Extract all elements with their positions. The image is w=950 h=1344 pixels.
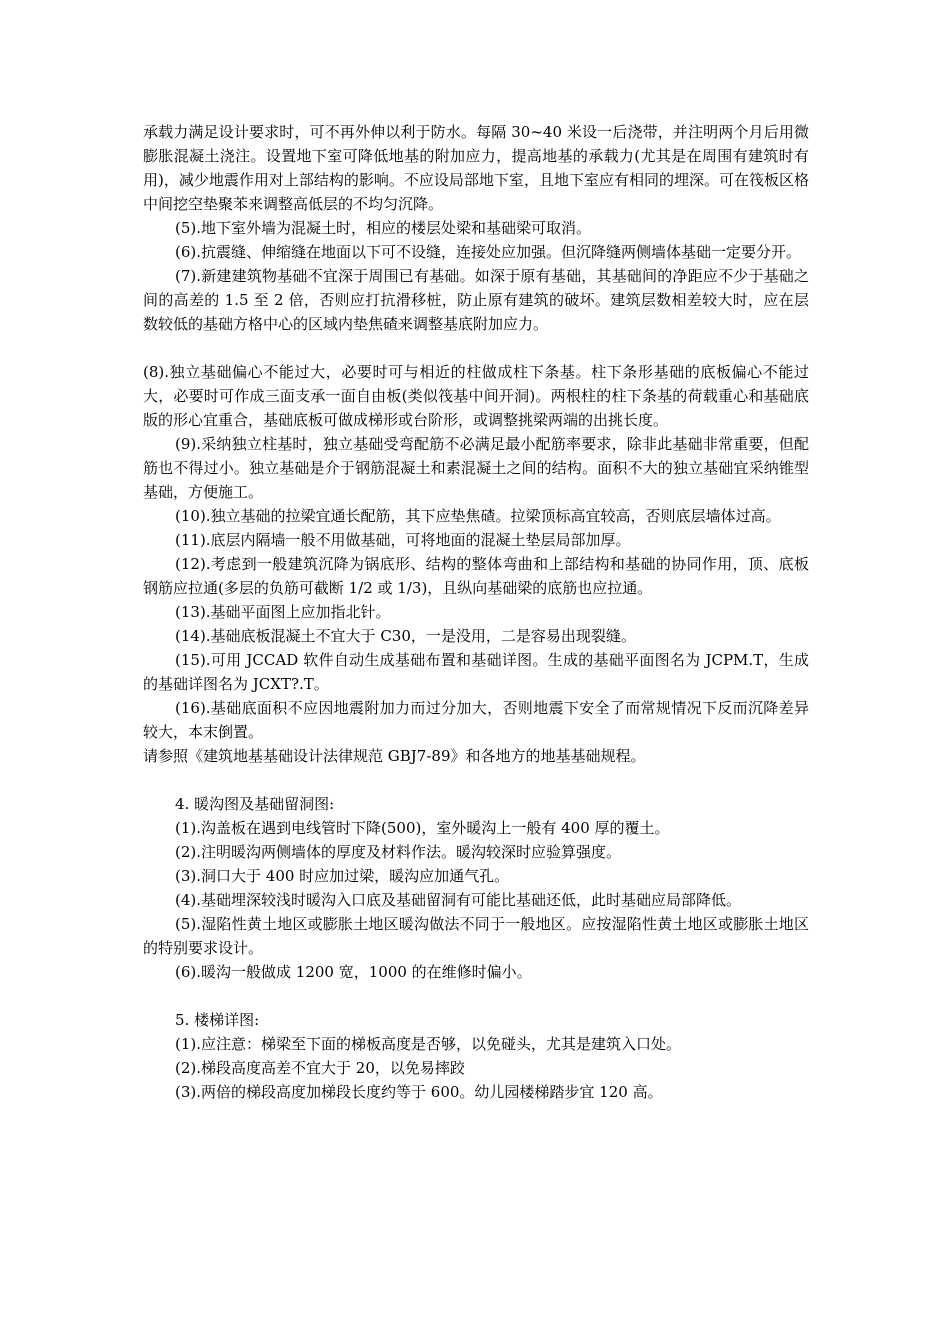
paragraph: (6).抗震缝、伸缩缝在地面以下可不设缝，连接处应加强。但沉降缝两侧墙体基础一定要分开。 [175, 243, 802, 261]
section-heading: 5. 楼梯详图: [175, 1011, 260, 1029]
reference-note: 请参照《建筑地基基础设计法律规范 GBJ7-89》和各地方的地基基础规程。 [143, 747, 646, 765]
blank-line [143, 768, 809, 792]
paragraph: 承载力满足设计要求时，可不再外伸以利于防水。每隔 30~40 米设一后浇带，并注明两个月后用微膨胀混凝土浇注。设置地下室可降低地基的附加应力，提高地基的承载力(尤其是在周围有建筑时有用)，减少地震作用对上部结构的影响。不应设局部地下室，且地下室应有相同的埋深。可在筏板区格中间挖空垫聚苯来调整高低层的不均匀沉降。 [143, 123, 809, 213]
paragraph: (1).沟盖板在遇到电线管时下降(500)，室外暖沟上一般有 400 厚的覆土。 [175, 819, 670, 837]
paragraph: (10).独立基础的拉梁宜通长配筋，其下应垫焦碴。拉梁顶标高宜较高，否则底层墙体过高。 [175, 507, 781, 525]
section-heading: 4. 暖沟图及基础留洞图: [175, 795, 335, 813]
paragraph: (11).底层内隔墙一般不用做基础，可将地面的混凝土垫层局部加厚。 [175, 531, 631, 549]
paragraph: (15).可用 JCCAD 软件自动生成基础布置和基础详图。生成的基础平面图名为 JCPM.T，生成的基础详图名为 JCXT?.T。 [143, 651, 809, 693]
paragraph: (12).考虑到一般建筑沉降为锅底形、结构的整体弯曲和上部结构和基础的协同作用，顶、底板钢筋应拉通(多层的负筋可截断 1/2 或 1/3)，且纵向基础梁的底筋也应拉通。 [143, 555, 809, 597]
paragraph: (16).基础底面积不应因地震附加力而过分加大，否则地震下安全了而常规情况下反而沉降差异较大，本末倒置。 [143, 699, 809, 741]
blank-line [143, 336, 809, 360]
paragraph: (13).基础平面图上应加指北针。 [175, 603, 391, 621]
paragraph: (5).地下室外墙为混凝土时，相应的楼层处梁和基础梁可取消。 [175, 219, 592, 237]
document-body [143, 120, 809, 1104]
paragraph: (7).新建建筑物基础不宜深于周围已有基础。如深于原有基础，其基础间的净距应不少于基础之间的高差的 1.5 至 2 倍，否则应打抗滑移桩，防止原有建筑的破坏。建筑层数相差较大时，应在层数较低的基础方格中心的区域内垫焦碴来调整基底附加应力。 [143, 267, 809, 333]
paragraph: (5).湿陷性黄土地区或膨胀土地区暖沟做法不同于一般地区。应按湿陷性黄土地区或膨胀土地区的特别要求设计。 [143, 915, 809, 957]
paragraph: (1).应注意：梯梁至下面的梯板高度是否够，以免碰头，尤其是建筑入口处。 [175, 1035, 682, 1053]
paragraph: (8).独立基础偏心不能过大，必要时可与相近的柱做成柱下条基。柱下条形基础的底板偏心不能过大，必要时可作成三面支承一面自由板(类似筏基中间开洞)。两根柱的柱下条基的荷载重心和基础底版的形心宜重合，基础底板可做成梯形或台阶形，或调整挑梁两端的出挑长度。 [143, 363, 809, 429]
paragraph: (6).暖沟一般做成 1200 宽，1000 的在维修时偏小。 [175, 963, 532, 981]
paragraph: (4).基础埋深较浅时暖沟入口底及基础留洞有可能比基础还低，此时基础应局部降低。 [175, 891, 742, 909]
paragraph: (14).基础底板混凝土不宜大于 C30，一是没用，二是容易出现裂缝。 [175, 627, 636, 645]
paragraph: (2).梯段高度高差不宜大于 20，以免易摔跤 [175, 1059, 465, 1077]
blank-line [143, 984, 809, 1008]
paragraph: (3).两倍的梯段高度加梯段长度约等于 600。幼儿园楼梯踏步宜 120 高。 [175, 1083, 663, 1101]
paragraph: (2).注明暖沟两侧墙体的厚度及材料作法。暖沟较深时应验算强度。 [175, 843, 622, 861]
paragraph: (9).采纳独立柱基时，独立基础受弯配筋不必满足最小配筋率要求，除非此基础非常重要，但配筋也不得过小。独立基础是介于钢筋混凝土和素混凝土之间的结构。面积不大的独立基础宜采纳锥型基础，方便施工。 [143, 435, 809, 501]
paragraph: (3).洞口大于 400 时应加过梁，暖沟应加通气孔。 [175, 867, 510, 885]
